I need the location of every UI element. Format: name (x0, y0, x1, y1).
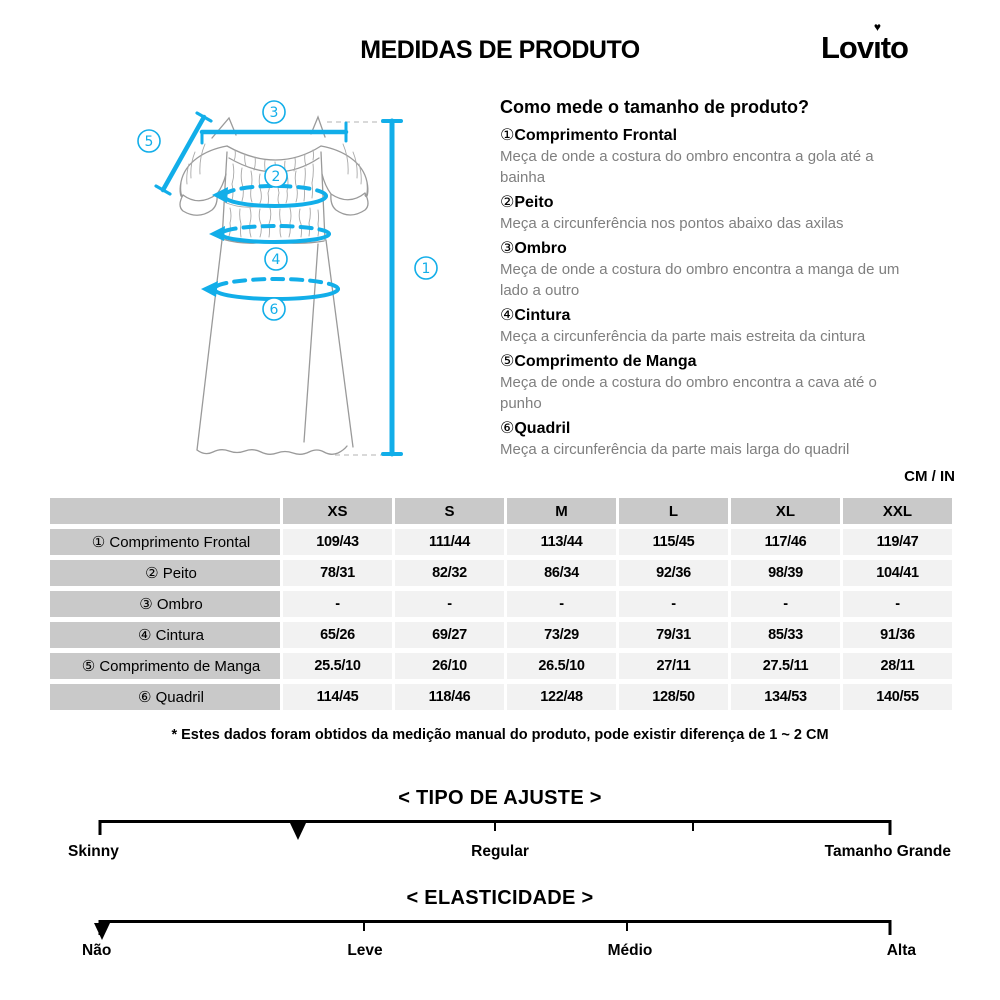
measure-value: 65/26 (283, 622, 392, 648)
brand-logo: Lovı ♥ to (820, 20, 908, 65)
guide-item-number: ② (500, 192, 515, 211)
table-row (50, 591, 952, 617)
measure-line-sleeve (163, 117, 204, 190)
scale-tick (363, 920, 365, 931)
scale-tick (494, 820, 496, 831)
svg-text:1: 1 (421, 261, 431, 277)
elasticity-label-nao: Não (82, 942, 112, 959)
guide-item-name: Comprimento Frontal (514, 127, 678, 144)
measure-value: 122/48 (507, 684, 616, 710)
page-title: MEDIDAS DE PRODUTO (360, 36, 640, 64)
measure-value: 85/33 (731, 622, 840, 648)
measure-value: 92/36 (619, 560, 728, 586)
size-col-header: XS (283, 498, 392, 524)
scale-bar (100, 920, 890, 923)
arrow-icon (201, 281, 218, 297)
guide-item-heading (500, 191, 970, 213)
guide-title: Como mede o tamanho de produto? (500, 97, 809, 117)
guide-item-name: Comprimento de Manga (514, 353, 697, 370)
guide-item-desc: Meça de onde a costura do ombro encontra a cava até o (500, 374, 877, 391)
svg-text:4: 4 (271, 252, 281, 268)
svg-text:5: 5 (144, 134, 154, 150)
guide-item-heading (500, 350, 970, 372)
size-col-header: S (395, 498, 504, 524)
elasticity-label-medio: Médio (607, 942, 653, 959)
measure-value: 119/47 (843, 529, 952, 555)
guide-item-number: ④ (500, 305, 515, 324)
guide-item-desc: Meça a circunferência da parte mais estreita da cintura (500, 328, 866, 345)
guide-item-number: ③ (500, 238, 515, 257)
fit-label-oversize: Tamanho Grande (824, 843, 951, 860)
guide-item-desc: Meça a circunferência nos pontos abaixo das axilas (500, 215, 844, 232)
elasticity-label-alta: Alta (886, 942, 916, 959)
fit-scale-title: < TIPO DE AJUSTE > (398, 787, 602, 809)
measure-value: 86/34 (507, 560, 616, 586)
guide-item-heading (500, 124, 970, 146)
size-col-header: M (507, 498, 616, 524)
measure-value: 69/27 (395, 622, 504, 648)
arrow-icon (209, 226, 225, 241)
measure-value: - (507, 591, 616, 617)
scale-tick (626, 920, 628, 931)
measure-row-label: ⑥ Quadril (50, 684, 280, 710)
measure-value: 79/31 (619, 622, 728, 648)
size-col-header: XXL (843, 498, 952, 524)
elasticity-scale-title: < ELASTICIDADE > (406, 887, 594, 909)
measure-value: 27/11 (619, 653, 728, 679)
marker-circle-5 (138, 130, 160, 152)
guide-item-number: ① (500, 125, 515, 144)
measure-value: - (283, 591, 392, 617)
measure-value: - (731, 591, 840, 617)
guide-item (500, 417, 970, 460)
guide-item-number: ⑤ (500, 351, 515, 370)
heart-icon: ♥ (873, 20, 880, 34)
scale-tick (889, 820, 892, 835)
measure-value: 26.5/10 (507, 653, 616, 679)
fit-label-regular: Regular (471, 843, 529, 860)
guide-item-number: ⑥ (500, 418, 515, 437)
measure-row-label: ④ Cintura (50, 622, 280, 648)
table-row (50, 622, 952, 648)
guide-item (500, 237, 970, 301)
measure-value: 28/11 (843, 653, 952, 679)
guide-item-desc: Meça de onde a costura do ombro encontra a gola até a (500, 148, 874, 165)
measure-value: 73/29 (507, 622, 616, 648)
measure-marks (156, 113, 401, 454)
table-header-row (50, 498, 952, 524)
marker-circle-6 (263, 298, 285, 320)
fit-label-skinny: Skinny (68, 843, 119, 860)
table-row (50, 529, 952, 555)
measure-value: - (843, 591, 952, 617)
measure-row-label: ② Peito (50, 560, 280, 586)
measure-value: - (619, 591, 728, 617)
guide-item-desc: punho (500, 395, 542, 412)
measure-ellipse-chest (224, 196, 326, 206)
table-row (50, 653, 952, 679)
measure-value: 104/41 (843, 560, 952, 586)
elasticity-label-leve: Leve (347, 942, 383, 959)
elasticity-scale (100, 920, 890, 940)
table-corner-cell (50, 498, 280, 524)
size-diagram (115, 90, 465, 470)
table-footnote: * Estes dados foram obtidos da medição manual do produto, pode existir diferença de 1 ~ 2 CM (171, 727, 829, 743)
guide-item-desc: Meça de onde a costura do ombro encontra a manga de um (500, 261, 900, 278)
fit-scale (100, 820, 890, 840)
guide-item-name: Peito (514, 194, 554, 211)
svg-text:6: 6 (269, 302, 279, 318)
svg-text:3: 3 (269, 105, 279, 121)
fit-marker-icon (290, 823, 306, 840)
marker-circle-1 (415, 257, 437, 279)
measure-value: 115/45 (619, 529, 728, 555)
measure-value: 109/43 (283, 529, 392, 555)
table-row (50, 684, 952, 710)
size-col-header: L (619, 498, 728, 524)
guide-item-name: Cintura (514, 307, 571, 324)
scale-tick (889, 920, 892, 935)
measure-value: 91/36 (843, 622, 952, 648)
size-col-header: XL (731, 498, 840, 524)
measure-value: - (395, 591, 504, 617)
measure-row-label: ③ Ombro (50, 591, 280, 617)
guide-item (500, 304, 970, 347)
measure-row-label: ① Comprimento Frontal (50, 529, 280, 555)
guide-item-desc: bainha (500, 169, 546, 186)
guide-item-name: Quadril (514, 420, 571, 437)
guide-item-desc: Meça a circunferência da parte mais larga do quadril (500, 441, 850, 458)
fit-scale-labels (0, 843, 1000, 863)
guide-item-heading (500, 304, 970, 326)
brand-text: Lov (820, 30, 874, 65)
marker-circle-3 (263, 101, 285, 123)
size-table (47, 493, 955, 715)
measure-value: 117/46 (731, 529, 840, 555)
guide-item-name: Ombro (514, 240, 567, 257)
marker-circle-2 (265, 165, 287, 187)
guide-item (500, 350, 970, 414)
unit-label: CM / IN (904, 468, 955, 485)
leader-lines (327, 122, 385, 455)
measure-ellipse-waist (221, 234, 329, 242)
scale-tick (692, 820, 694, 831)
marker-circle-4 (265, 248, 287, 270)
measure-row-label: ⑤ Comprimento de Manga (50, 653, 280, 679)
measure-value: 114/45 (283, 684, 392, 710)
measure-value: 140/55 (843, 684, 952, 710)
measure-value: 134/53 (731, 684, 840, 710)
measure-value: 111/44 (395, 529, 504, 555)
guide-item (500, 191, 970, 234)
guide-item-heading (500, 417, 970, 439)
measure-guide (500, 96, 970, 460)
measure-value: 128/50 (619, 684, 728, 710)
guide-item-heading (500, 237, 970, 259)
svg-text:2: 2 (271, 169, 281, 185)
measure-value: 113/44 (507, 529, 616, 555)
brand-letter-i: ı ♥ (873, 20, 881, 65)
elasticity-scale-labels (0, 942, 1000, 962)
measure-value: 78/31 (283, 560, 392, 586)
guide-item-desc: lado a outro (500, 282, 580, 299)
measure-value: 25.5/10 (283, 653, 392, 679)
measure-value: 26/10 (395, 653, 504, 679)
measure-value: 118/46 (395, 684, 504, 710)
measure-value: 82/32 (395, 560, 504, 586)
smocking-texture (187, 144, 362, 237)
measure-value: 27.5/11 (731, 653, 840, 679)
table-row (50, 560, 952, 586)
scale-tick (99, 820, 102, 835)
elasticity-marker-icon (94, 923, 110, 940)
measure-value: 98/39 (731, 560, 840, 586)
guide-item (500, 124, 970, 188)
